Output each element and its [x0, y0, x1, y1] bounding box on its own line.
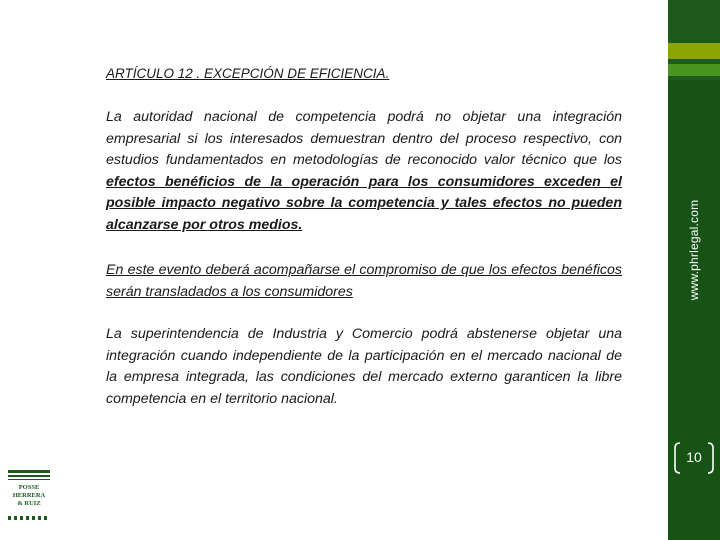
page-number-box: [671, 440, 717, 476]
paragraph-text: La autoridad nacional de competencia podrá no objetar una integración empresarial si los interesados demuestran dentro del proceso respectivo, con estudios fundamentados en metodologías de reconocido valor técnico que los: [106, 109, 622, 168]
paragraph-commitment: En este evento deberá acompañarse el compromiso de que los efectos benéficos serán transladados a los consumidores: [106, 262, 622, 300]
sidebar-strip-lime: [668, 43, 720, 59]
sidebar-strip-green: [668, 64, 720, 76]
article-title: ARTÍCULO 12 . EXCEPCIÓN DE EFICIENCIA.: [106, 66, 390, 81]
logo-text: POSSE HERRERA & RUIZ: [12, 484, 46, 507]
page-number: 10: [686, 449, 702, 465]
paragraph-superintendencia: La superintendencia de Industria y Comercio podrá abstenerse objetar una integración cuando independiente de la participación en el mercado nacional de la empresa integrada, las condiciones del mercado externo garanticen la libre competencia en el territorio nacional.: [106, 326, 622, 407]
paragraph-emphasis: efectos benéficios de la operación para los consumidores exceden el posible impacto negativo sobre la competencia y tales efectos no pueden alcanzarse por otros medios.: [106, 173, 622, 233]
logo-pattern: [8, 516, 50, 520]
paragraph-efficiency-exception: [106, 107, 622, 236]
website-url: www.phrlegal.com: [687, 199, 701, 301]
firm-logo: [8, 470, 50, 526]
sidebar-strip-top: [668, 0, 720, 36]
